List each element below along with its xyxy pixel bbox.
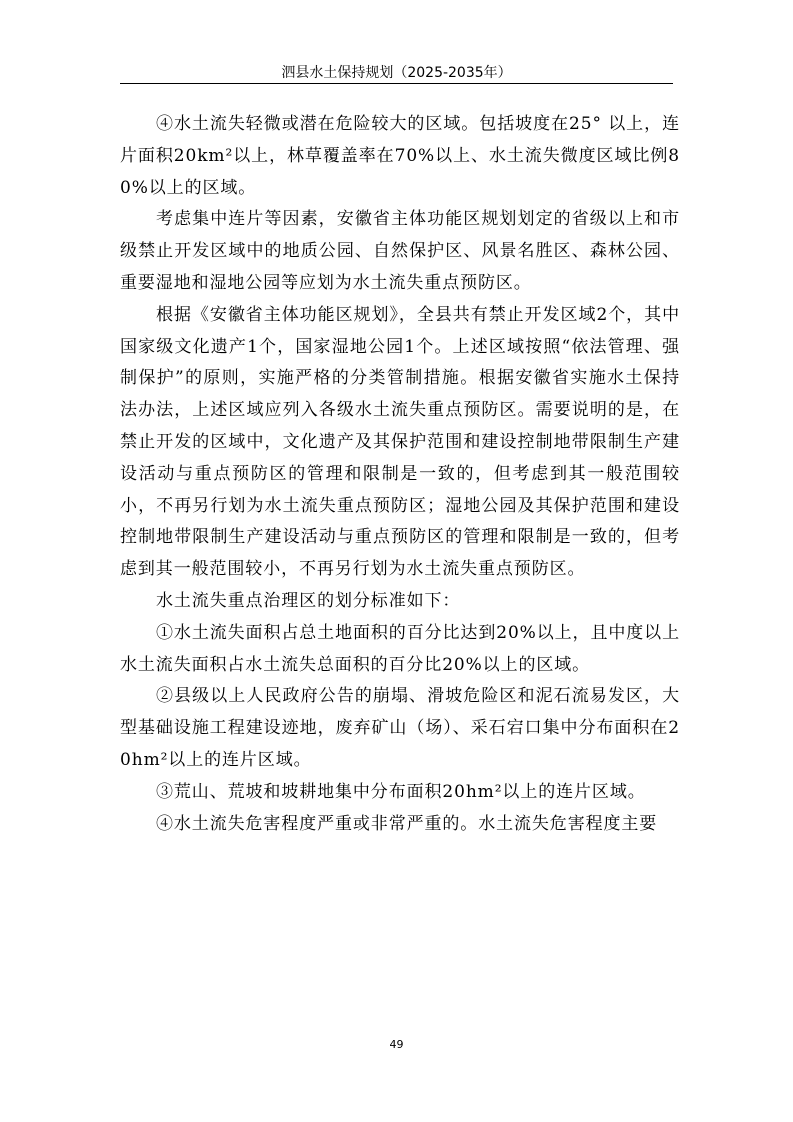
document-body (120, 109, 680, 840)
header-divider (120, 83, 673, 84)
paragraph-criterion-3: ③荒山、荒坡和坡耕地集中分布面积20hm²以上的连片区域。 (156, 781, 646, 802)
paragraph-criterion-4-severity: ④水土流失危害程度严重或非常严重的。水土流失危害程度主要 (156, 813, 658, 834)
paragraph-functional-zoning-plan: 根据《安徽省主体功能区规划》，全县共有禁止开发区域2个，其中国家级文化遗产1个，国家湿地公园1个。上述区域按照“依法管理、强制保护”的原则，实施严格的分类管制措施。根据安徽省实施水土保持法办法，上述区域应列入各级水土流失重点预防区。需要说明的是，在禁止开发的区域中，文化遗产及其保护范围和建设控制地带限制生产建设活动与重点预防区的管理和限制是一致的，但考虑到其一般范围较小，不再另行划为水土流失重点预防区；湿地公园及其保护范围和建设控制地带限制生产建设活动与重点预防区的管理和限制是一致的，但考虑到其一般范围较小，不再另行划为水土流失重点预防区。 (120, 304, 680, 580)
paragraph-key-governance-criteria-intro: 水土流失重点治理区的划分标准如下： (156, 590, 461, 611)
running-header-title: 泗县水土保持规划（2025-2035年） (281, 65, 512, 81)
paragraph-criterion-4-light-erosion: ④水土流失轻微或潜在危险较大的区域。包括坡度在25° 以上，连片面积20km²以上，林草覆盖率在70%以上、水土流失微度区域比例80%以上的区域。 (120, 114, 680, 198)
paragraph-criterion-2: ②县级以上人民政府公告的崩塌、滑坡危险区和泥石流易发区，大 型基础设施工程建设迹地，废弃矿山（场）、采石宕口集中分布面积在20hm²以上的连片区域。 (120, 686, 680, 770)
paragraph-contiguous-areas: 考虑集中连片等因素，安徽省主体功能区规划划定的省级以上和市级禁止开发区域中的地质公园、自然保护区、风景名胜区、森林公园、重要湿地和湿地公园等应划为水土流失重点预防区。 (120, 209, 680, 293)
paragraph-criterion-1: ①水土流失面积占总土地面积的百分比达到20%以上，且中度以上水土流失面积占水土流失总面积的百分比20%以上的区域。 (120, 622, 680, 675)
page-number: 49 (389, 1038, 404, 1051)
